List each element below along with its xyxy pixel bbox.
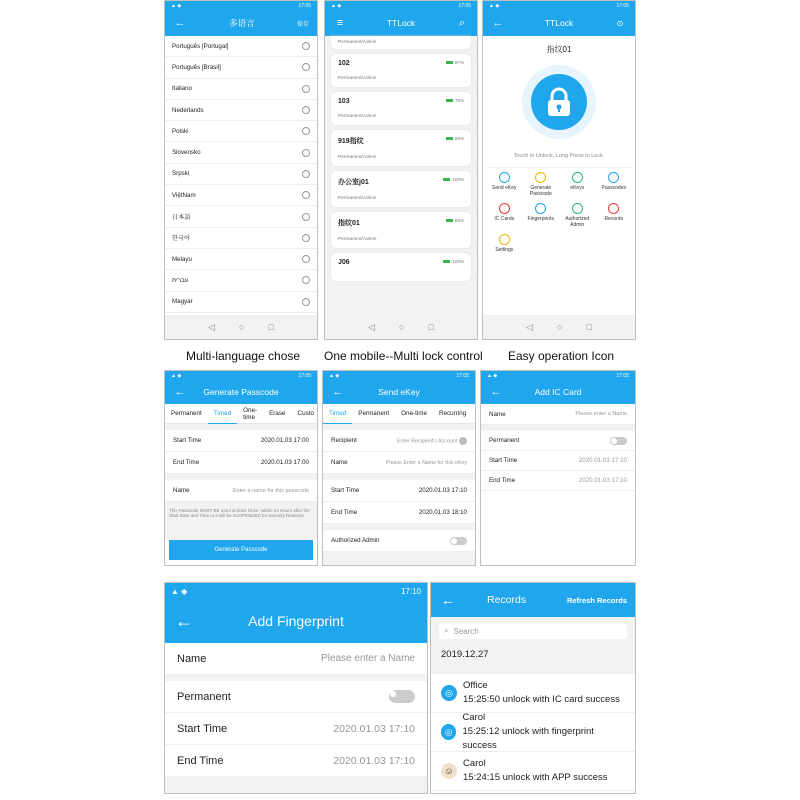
language-label: Português [Brasil] [172, 63, 221, 71]
nav-bar [165, 315, 317, 339]
radio-button[interactable] [302, 298, 310, 306]
battery-indicator: 65% [446, 218, 464, 228]
header [483, 10, 635, 36]
lock-card[interactable] [331, 130, 471, 166]
radio-button[interactable] [302, 149, 310, 157]
phone-send-ekey [322, 370, 476, 566]
page-title: TTLock [386, 18, 416, 28]
language-label: Italiano [172, 85, 192, 93]
recent-nav-icon[interactable]: □ [586, 322, 592, 332]
header [165, 599, 427, 643]
name-input[interactable]: Please Enter a Name for this eKey [385, 459, 467, 466]
settings-icon [499, 234, 510, 245]
language-item[interactable] [165, 292, 317, 313]
search-input[interactable]: ⌕ Search [439, 623, 627, 639]
header [481, 380, 635, 404]
radio-button[interactable] [302, 255, 310, 263]
language-item[interactable] [165, 79, 317, 100]
admin-toggle[interactable] [450, 537, 467, 545]
back-arrow-icon[interactable]: ← [174, 386, 186, 398]
language-label: עברית [172, 276, 189, 284]
feature-passcode[interactable]: Generate Passcode [523, 172, 560, 197]
language-item[interactable] [165, 121, 317, 142]
status-bar: ▲ ◆ 17:05 [165, 1, 317, 10]
recipient-input[interactable]: Enter Recipient's Account [397, 438, 458, 445]
radio-button[interactable] [302, 63, 310, 71]
name-row: Name Enter a name for this passcode [165, 480, 317, 502]
back-arrow-icon[interactable]: ← [174, 17, 186, 29]
back-nav-icon[interactable]: ◁ [208, 321, 216, 332]
lock-card[interactable] [331, 212, 471, 248]
page-title: Add IC Card [534, 387, 582, 397]
nav-bar [325, 315, 477, 339]
refresh-records-button[interactable]: Refresh Records [566, 595, 627, 605]
user-avatar: ☺ [441, 763, 457, 779]
tab-timed[interactable]: Timed [323, 404, 352, 424]
status-bar: ▲ ◆ 17:10 [165, 583, 427, 599]
tab-permanent[interactable]: Permanent [171, 410, 202, 417]
page-title: Records [487, 594, 527, 606]
caption-2: One mobile--Multi lock control [324, 349, 483, 363]
language-label: Polski [172, 127, 189, 135]
fingerprint-icon: ◎ [441, 724, 456, 740]
recipient-row: Recipient Enter Recipient's Account [323, 430, 475, 452]
battery-indicator: 65% [446, 136, 464, 146]
header [165, 10, 317, 36]
battery-indicator: 100% [443, 259, 464, 266]
tab-erase[interactable]: Erase [269, 410, 286, 417]
nav-bar [483, 315, 635, 339]
name-row: Name Please Enter a Name for this eKey [323, 452, 475, 474]
lock-card[interactable] [331, 171, 471, 207]
permanent-toggle[interactable] [610, 437, 627, 445]
header [323, 380, 475, 404]
language-item[interactable] [165, 249, 317, 270]
feature-passcodes[interactable]: Passcodes [596, 172, 633, 197]
lock-card[interactable] [331, 54, 471, 87]
name-input[interactable]: Please enter a Name [575, 411, 627, 417]
status-bar: ▲ ◆ 17:05 [165, 371, 317, 380]
radio-button[interactable] [302, 213, 310, 221]
tab-custo[interactable]: Custo [297, 410, 314, 417]
end-time-row[interactable]: End Time 2020.01.03 18:10 [323, 502, 475, 524]
status-bar: ▲ ◆ 17:05 [481, 371, 635, 380]
passcodes-icon [608, 172, 619, 183]
send-ekey-icon [499, 172, 510, 183]
record-item[interactable]: ◎ Office 15:25:50 unlock with IC card success [431, 674, 635, 713]
phone-lock-detail [482, 0, 636, 340]
contact-icon[interactable] [459, 437, 467, 445]
lock-name: 919指纹 [338, 138, 364, 145]
feature-settings[interactable]: Settings [486, 234, 523, 253]
language-item[interactable] [165, 164, 317, 185]
back-nav-icon[interactable]: ◁ [368, 321, 376, 332]
start-time-row[interactable]: Start Time 2020.01.03 17:10 [323, 480, 475, 502]
recent-nav-icon[interactable]: □ [428, 322, 434, 332]
feature-fingerprint[interactable]: Fingerprints [523, 203, 560, 228]
feature-send-ekey[interactable]: Send eKey [486, 172, 523, 197]
name-input[interactable]: Enter a name for this passcode [232, 487, 309, 494]
caption-1: Multi-language chose [186, 349, 301, 363]
end-time-row[interactable]: End Time 2020.01.03 17:10 [481, 471, 635, 491]
lock-name: J06 [338, 259, 350, 266]
feature-ekeys[interactable]: eKeys [559, 172, 596, 197]
permanent-toggle[interactable] [389, 690, 415, 703]
lock-name: 指纹01 [338, 220, 360, 227]
phone-add-fingerprint [164, 582, 428, 794]
search-icon[interactable]: ⌕ [458, 16, 466, 29]
back-arrow-icon[interactable]: ← [175, 610, 193, 631]
tab-permanent[interactable]: Permanent [358, 410, 390, 417]
lock-name: 103 [338, 98, 350, 105]
records-date: 2019.12.27 [431, 645, 635, 674]
ic-card-icon: ◎ [441, 685, 457, 701]
end-time-row[interactable]: End Time 2020.01.03 17:00 [165, 452, 317, 474]
lock-card-partial[interactable]: Permanent/Admin [331, 36, 471, 49]
tab-one-time[interactable]: One-time [243, 406, 258, 421]
header [165, 380, 317, 404]
permanent-row: Permanent [165, 681, 427, 713]
fingerprint-icon [535, 203, 546, 214]
start-time-row[interactable]: Start Time 2020.01.03 17:10 [481, 451, 635, 471]
language-item[interactable] [165, 270, 317, 291]
language-label: ViệtNam [172, 191, 196, 199]
header [325, 10, 477, 36]
language-label: Português [Portugal] [172, 42, 229, 50]
record-item[interactable]: ☺ Carol 15:24:15 unlock with APP success [431, 752, 635, 791]
page-title: TTLock [544, 18, 574, 28]
records-list [431, 674, 635, 791]
lock-name: 办公室j01 [338, 179, 369, 186]
feature-ic-card[interactable]: IC Cards [486, 203, 523, 228]
lock-role: Permanent/Admin [338, 76, 377, 81]
language-label: Melayu [172, 255, 192, 263]
phone-add-ic-card [480, 370, 636, 566]
lock-list [325, 54, 477, 281]
passcode-note: This Passcode MUST BE used at least Once, within 24 Hours after the Start Date and Time or it will be SUSPENDED for Security Reasons. [165, 502, 317, 540]
language-list [165, 36, 317, 313]
language-label: Magyar [172, 298, 193, 306]
phone-records [430, 582, 636, 794]
name-row: Name Please enter a Name [165, 643, 427, 675]
language-item[interactable] [165, 206, 317, 227]
tab-bar [165, 404, 317, 424]
page-title: 多语言 [229, 18, 255, 28]
tab-bar [323, 404, 475, 424]
back-arrow-icon[interactable]: ← [441, 592, 455, 608]
save-button[interactable]: 保存 [296, 21, 309, 28]
phone-generate-passcode [164, 370, 318, 566]
recent-nav-icon[interactable]: □ [268, 322, 274, 332]
menu-icon[interactable]: ≡ [336, 17, 344, 29]
page-title: Send eKey [378, 387, 420, 397]
language-item[interactable] [165, 36, 317, 57]
lock-name: 102 [338, 60, 350, 67]
ic-card-icon [499, 203, 510, 214]
radio-button[interactable] [302, 191, 310, 199]
generate-passcode-button[interactable]: Generate Passcode [169, 540, 313, 560]
back-nav-icon[interactable]: ◁ [526, 321, 534, 332]
language-item[interactable] [165, 185, 317, 206]
language-item[interactable] [165, 142, 317, 163]
phone-lock-list [324, 0, 478, 340]
radio-button[interactable] [302, 42, 310, 50]
feature-records[interactable]: Records [596, 203, 633, 228]
language-label: Nederlands [172, 106, 204, 114]
name-input[interactable]: Please enter a Name [321, 653, 415, 664]
battery-indicator: 97% [446, 60, 464, 67]
lock-role: Permanent/Admin [338, 196, 377, 201]
header [431, 583, 635, 617]
radio-button[interactable] [302, 170, 310, 178]
divider [487, 167, 631, 168]
language-item[interactable] [165, 228, 317, 249]
radio-button[interactable] [302, 106, 310, 114]
start-time-row[interactable]: Start Time 2020.01.03 17:10 [165, 713, 427, 745]
status-bar: ▲ ◆ 17:05 [483, 1, 635, 10]
battery-indicator: 75% [446, 98, 464, 105]
records-icon [608, 203, 619, 214]
radio-button[interactable] [302, 276, 310, 284]
home-nav-icon[interactable]: ○ [557, 322, 563, 332]
ekeys-icon [572, 172, 583, 183]
settings-dot-icon[interactable]: ⊙ [616, 18, 624, 28]
battery-indicator: 100% [443, 177, 464, 187]
status-bar: ▲ ◆ 17:05 [323, 371, 475, 380]
feature-admin[interactable]: Authorized Admin [559, 203, 596, 228]
tab-recurring[interactable]: Recurring [438, 410, 467, 417]
radio-button[interactable] [302, 85, 310, 93]
home-nav-icon[interactable]: ○ [399, 322, 405, 332]
radio-button[interactable] [302, 234, 310, 242]
language-item[interactable] [165, 57, 317, 78]
status-bar: ▲ ◆ 17:05 [325, 1, 477, 10]
language-label: 日本語 [172, 214, 191, 222]
page-title: Add Fingerprint [248, 613, 344, 629]
back-arrow-icon[interactable]: ← [490, 386, 502, 398]
home-nav-icon[interactable]: ○ [239, 322, 245, 332]
radio-button[interactable] [302, 127, 310, 135]
passcode-icon [535, 172, 546, 183]
authorized-admin-row: Authorized Admin [323, 530, 475, 552]
permanent-row: Permanent [481, 431, 635, 451]
lock-role: Permanent/Admin [338, 237, 377, 242]
search-icon: ⌕ [444, 626, 449, 635]
unlock-button[interactable] [522, 65, 596, 139]
caption-3: Easy operation Icon [508, 349, 615, 363]
lock-card[interactable] [331, 253, 471, 281]
name-row: Name Please enter a Name [481, 404, 635, 425]
end-time-row[interactable]: End Time 2020.01.03 17:10 [165, 745, 427, 777]
tab-timed[interactable]: Timed [208, 404, 237, 424]
phone-language [164, 0, 318, 340]
lock-role: Permanent/Admin [338, 114, 377, 119]
feature-grid [483, 172, 635, 253]
tab-one-time[interactable]: One-time [401, 410, 427, 417]
language-label: Srpski [172, 170, 190, 178]
back-arrow-icon[interactable]: ← [332, 386, 344, 398]
language-item[interactable] [165, 100, 317, 121]
lock-role: Permanent/Admin [338, 155, 377, 160]
lock-name: 指纹01 [546, 45, 572, 54]
lock-card[interactable] [331, 92, 471, 125]
padlock-icon [546, 87, 572, 117]
language-label: 한국어 [172, 235, 190, 243]
record-item[interactable]: ◎ Carol 15:25:12 unlock with fingerprint success [431, 713, 635, 752]
start-time-row[interactable]: Start Time 2020.01.03 17:00 [165, 430, 317, 452]
unlock-hint: Touch to Unlock, Long Press to Lock. [513, 153, 605, 159]
language-label: Slovensko [172, 149, 201, 157]
page-title: Generate Passcode [203, 387, 279, 397]
admin-icon [572, 203, 583, 214]
back-arrow-icon[interactable]: ← [492, 17, 504, 29]
